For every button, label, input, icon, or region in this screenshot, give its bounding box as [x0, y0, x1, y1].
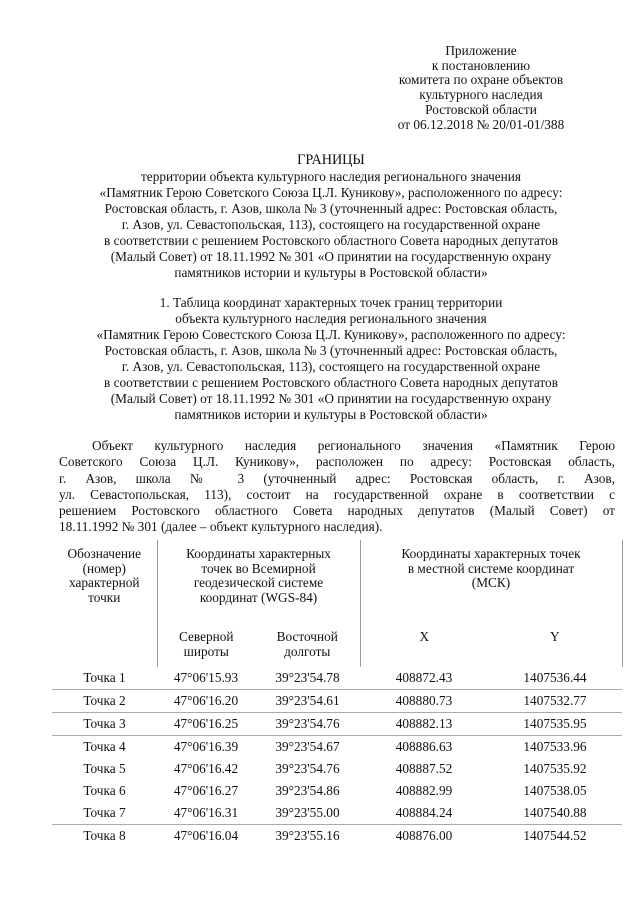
cell-point: Точка 2 — [52, 690, 157, 713]
table-heading-line: памятников истории и культуры в Ростовской области» — [174, 407, 488, 422]
table-heading-line: (Малый Совет) от 18.11.1992 № 301 «О принятии на государственную охрану — [110, 391, 552, 406]
title-line: г. Азов, ул. Севастопольская, 113), состоящего на государственной охране — [121, 217, 541, 232]
table-row — [52, 758, 622, 780]
cell-y: 1407544.52 — [488, 825, 622, 848]
cell-x: 408872.43 — [395, 669, 453, 685]
cell-lon: 39°23'55.00 — [275, 804, 340, 820]
appendix-line: от 06.12.2018 № 20/01-01/388 — [397, 116, 565, 132]
cell-point: Точка 7 — [83, 804, 126, 820]
title-line: (Малый Совет) от 18.11.1992 № 301 «О принятии на государственную охрану — [110, 249, 552, 264]
document-title — [40, 152, 622, 281]
paragraph-line: 18.11.1992 № 301 (далее – объект культурного наследия). — [59, 519, 383, 535]
appendix-line: к постановлению — [431, 57, 531, 73]
cell-lat: 47°06'16.25 — [157, 713, 255, 736]
cell-lat: 47°06'16.42 — [173, 760, 239, 776]
cell-lon: 39°23'54.76 — [255, 713, 360, 736]
table-heading-line: 1. Таблица координат характерных точек границ территории — [159, 295, 503, 310]
title-line: «Памятник Герою Советского Союза Ц.Л. Куникову», расположенного по адресу: — [99, 185, 563, 200]
cell-lat: 47°06'16.04 — [157, 825, 255, 848]
header-wgs-group: Координаты характерных точек во Всемирной геодезической системе координат (WGS-84) — [157, 540, 360, 606]
cell-y: 1407533.96 — [488, 736, 622, 759]
title-line: в соответствии с решением Ростовского областного Совета народных депутатов — [104, 233, 558, 248]
header-msk-group: Координаты характерных точек в местной системе координат (МСК) — [360, 540, 622, 606]
cell-x: 408882.99 — [395, 782, 453, 798]
cell-lat: 47°06'16.31 — [173, 804, 239, 820]
header-y: Y — [488, 606, 622, 667]
table-heading-line: г. Азов, ул. Севастопольская, 113), состоящего на государственной охране — [121, 359, 541, 374]
cell-y: 1407540.88 — [523, 804, 587, 820]
cell-lon: 39°23'54.86 — [275, 782, 340, 798]
cell-y: 1407535.92 — [523, 760, 587, 776]
header-north: Северной широты — [157, 606, 255, 667]
table-row — [52, 780, 622, 802]
cell-point: Точка 8 — [52, 825, 157, 848]
cell-point: Точка 1 — [83, 669, 126, 685]
cell-lat: 47°06'16.27 — [173, 782, 239, 798]
appendix-block — [370, 44, 592, 132]
title-line: памятников истории и культуры в Ростовской области» — [174, 265, 488, 280]
cell-lon: 39°23'54.76 — [275, 760, 340, 776]
title-line: Ростовская область, г. Азов, школа № 3 (уточненный адрес: Ростовская область, — [104, 201, 558, 216]
table-row — [52, 736, 622, 759]
cell-x: 408882.13 — [360, 713, 488, 736]
header-east: Восточной долготы — [255, 606, 360, 667]
cell-point: Точка 5 — [83, 760, 126, 776]
cell-lat: 47°06'16.20 — [157, 690, 255, 713]
cell-x: 408887.52 — [395, 760, 453, 776]
cell-lon: 39°23'55.16 — [255, 825, 360, 848]
cell-lat: 47°06'16.39 — [157, 736, 255, 759]
cell-point: Точка 3 — [52, 713, 157, 736]
table-heading-line: в соответствии с решением Ростовского областного Совета народных депутатов — [104, 375, 558, 390]
paragraph-line: ул. Севастопольская, 113), состоит на государственной охране в соответствии с — [59, 486, 615, 502]
cell-lon: 39°23'54.67 — [255, 736, 360, 759]
paragraph-line: решением Ростовского областного Совета народных депутатов (Малый Совет) от — [59, 503, 615, 519]
header-designation: Обозначение (номер) характерной точки — [67, 546, 141, 606]
table-row — [52, 825, 622, 848]
table-heading-line: «Памятник Герою Совестского Союза Ц.Л. Куникову», расположенного по адресу: — [96, 327, 566, 342]
header-x: X — [419, 628, 430, 644]
table-heading-line: Ростовская область, г. Азов, школа № 3 (уточненный адрес: Ростовская область, — [104, 343, 558, 358]
description-paragraph — [59, 438, 615, 536]
appendix-line: комитета по охране объектов — [398, 72, 564, 88]
appendix-line: Приложение — [445, 43, 517, 58]
table-row — [52, 690, 622, 713]
cell-lon: 39°23'54.78 — [275, 669, 340, 685]
cell-x: 408876.00 — [360, 825, 488, 848]
cell-x: 408880.73 — [360, 690, 488, 713]
table-row — [52, 802, 622, 825]
title-line: территории объекта культурного наследия регионального значения — [140, 169, 522, 184]
table-heading-line: объекта культурного наследия регионального значения — [175, 311, 487, 326]
cell-lat: 47°06'15.93 — [173, 669, 239, 685]
table-heading — [40, 295, 622, 423]
cell-point: Точка 6 — [83, 782, 126, 798]
cell-y: 1407536.44 — [523, 669, 587, 685]
paragraph-line: г. Азов, школа № 3 (уточненный адрес: Ростовская область, г. Азов, — [59, 470, 615, 486]
appendix-line: культурного наследия — [419, 87, 543, 103]
cell-y: 1407532.77 — [488, 690, 622, 713]
table-row — [52, 713, 622, 736]
title-header: ГРАНИЦЫ — [297, 152, 365, 168]
cell-point: Точка 4 — [52, 736, 157, 759]
table-row — [52, 667, 622, 690]
coordinates-table — [52, 540, 623, 847]
paragraph-line: Объект культурного наследия регионального значения «Памятник Герою — [92, 438, 615, 453]
appendix-line: Ростовской области — [425, 101, 537, 117]
cell-x: 408886.63 — [360, 736, 488, 759]
cell-y: 1407538.05 — [523, 782, 587, 798]
cell-x: 408884.24 — [395, 804, 453, 820]
cell-lon: 39°23'54.61 — [255, 690, 360, 713]
paragraph-line: Советского Союза Ц.Л. Куникову», расположен по адресу: Ростовская область, — [59, 454, 615, 470]
cell-y: 1407535.95 — [488, 713, 622, 736]
